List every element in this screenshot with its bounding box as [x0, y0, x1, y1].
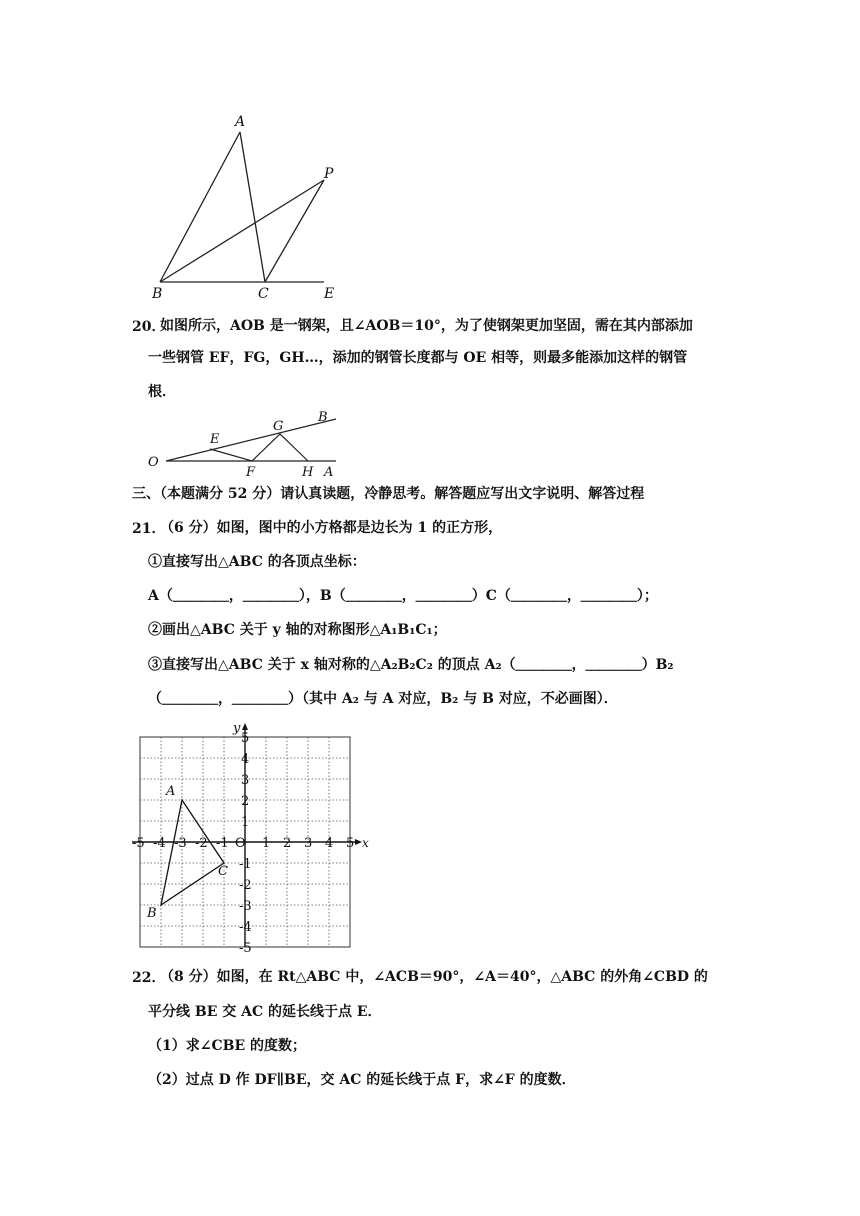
coordinate-grid	[132, 706, 390, 956]
y-axis-arrow	[242, 723, 248, 730]
segment-cp	[265, 180, 324, 282]
x-tick-label: 1	[262, 836, 271, 851]
label-f: F	[246, 465, 256, 480]
q20-text-line3: 根．	[148, 384, 176, 400]
q21-part2: ②画出△ABC 关于 y 轴的对称图形△A₁B₁C₁；	[148, 622, 447, 638]
figure-steel-frame	[140, 404, 350, 479]
ray-ob	[166, 419, 336, 461]
q21-part3-line1: ③直接写出△ABC 关于 x 轴对称的△A₂B₂C₂ 的顶点 A₂（＿＿＿＿，＿＿＿＿）B₂	[148, 657, 674, 673]
x-tick-label: -5	[132, 836, 145, 851]
figure-triangle-abp	[140, 110, 360, 305]
x-tick-label: -2	[195, 836, 208, 851]
q22-sub1: （1）求∠CBE 的度数；	[148, 1038, 306, 1054]
label-h: H	[302, 465, 314, 480]
q21-intro: （6 分）如图，图中的小方格都是边长为 1 的正方形，	[160, 520, 503, 536]
x-tick-label: -1	[216, 836, 229, 851]
q21-part3-line2: （＿＿＿＿，＿＿＿＿）（其中 A₂ 与 A 对应，B₂ 与 B 对应，不必画图）．	[148, 691, 618, 707]
label-c: C	[258, 286, 269, 302]
x-tick-label: 4	[325, 836, 334, 851]
vertex-label-a: A	[166, 784, 176, 799]
q22-line2: 平分线 BE 交 AC 的延长线于点 E．	[148, 1004, 382, 1020]
x-axis-label: x	[362, 836, 369, 850]
q20-number: 20．	[132, 319, 166, 335]
x-tick-label: 3	[304, 836, 313, 851]
label-p: P	[324, 166, 334, 182]
x-tick-label: -4	[153, 836, 166, 851]
x-tick-label: -3	[174, 836, 187, 851]
q21-coords-line: A（＿＿＿＿，＿＿＿＿），B（＿＿＿＿，＿＿＿＿）C（＿＿＿＿，＿＿＿＿）；	[148, 588, 658, 604]
q22-number: 22．	[132, 970, 166, 986]
x-tick-label: 5	[346, 836, 355, 851]
vertex-label-c: C	[218, 864, 228, 879]
y-tick-label: -3	[239, 899, 252, 914]
y-tick-label: 1	[241, 815, 250, 830]
label-g: G	[273, 419, 284, 434]
label-b: B	[318, 410, 328, 425]
y-axis-label: y	[233, 721, 241, 736]
q20-text-line1: 如图所示，AOB 是一钢架，且∠AOB＝10°，为了使钢架更加坚固，需在其内部添加	[160, 318, 693, 334]
triangle-abc	[161, 800, 224, 905]
label-b: B	[152, 286, 163, 302]
y-tick-label: -1	[239, 857, 252, 872]
label-a: A	[324, 465, 334, 480]
y-tick-label: -4	[239, 920, 252, 935]
x-tick-label: 2	[283, 836, 292, 851]
vertex-label-b: B	[147, 906, 157, 921]
segment-bp	[160, 180, 324, 282]
segment-ba	[160, 132, 240, 282]
y-tick-label: -2	[239, 878, 252, 893]
q22-line1: （8 分）如图，在 Rt△ABC 中，∠ACB＝90°，∠A＝40°，△ABC 的外角∠CBD 的	[160, 969, 708, 985]
y-tick-label: 2	[241, 794, 250, 809]
origin-label: O	[235, 836, 246, 851]
segment-ac	[240, 132, 265, 282]
label-e: E	[324, 286, 335, 302]
x-axis-arrow	[355, 839, 362, 845]
label-o: O	[148, 455, 159, 470]
y-tick-label: 3	[241, 773, 250, 788]
q21-part1: ①直接写出△ABC 的各顶点坐标：	[148, 554, 366, 570]
q21-number: 21．	[132, 521, 166, 537]
y-tick-label: 5	[241, 731, 250, 746]
label-a: A	[235, 114, 246, 130]
label-e: E	[210, 432, 220, 447]
y-tick-label: 4	[241, 752, 250, 767]
q22-sub2: （2）过点 D 作 DF∥BE，交 AC 的延长线于点 F，求∠F 的度数．	[148, 1072, 576, 1088]
y-tick-label: -5	[239, 941, 252, 956]
q20-text-line2: 一些钢管 EF，FG，GH…，添加的钢管长度都与 OE 相等，则最多能添加这样的钢管	[148, 350, 688, 366]
section3-heading: 三、（本题满分 52 分）请认真读题，冷静思考。解答题应写出文字说明、解答过程	[132, 486, 645, 502]
